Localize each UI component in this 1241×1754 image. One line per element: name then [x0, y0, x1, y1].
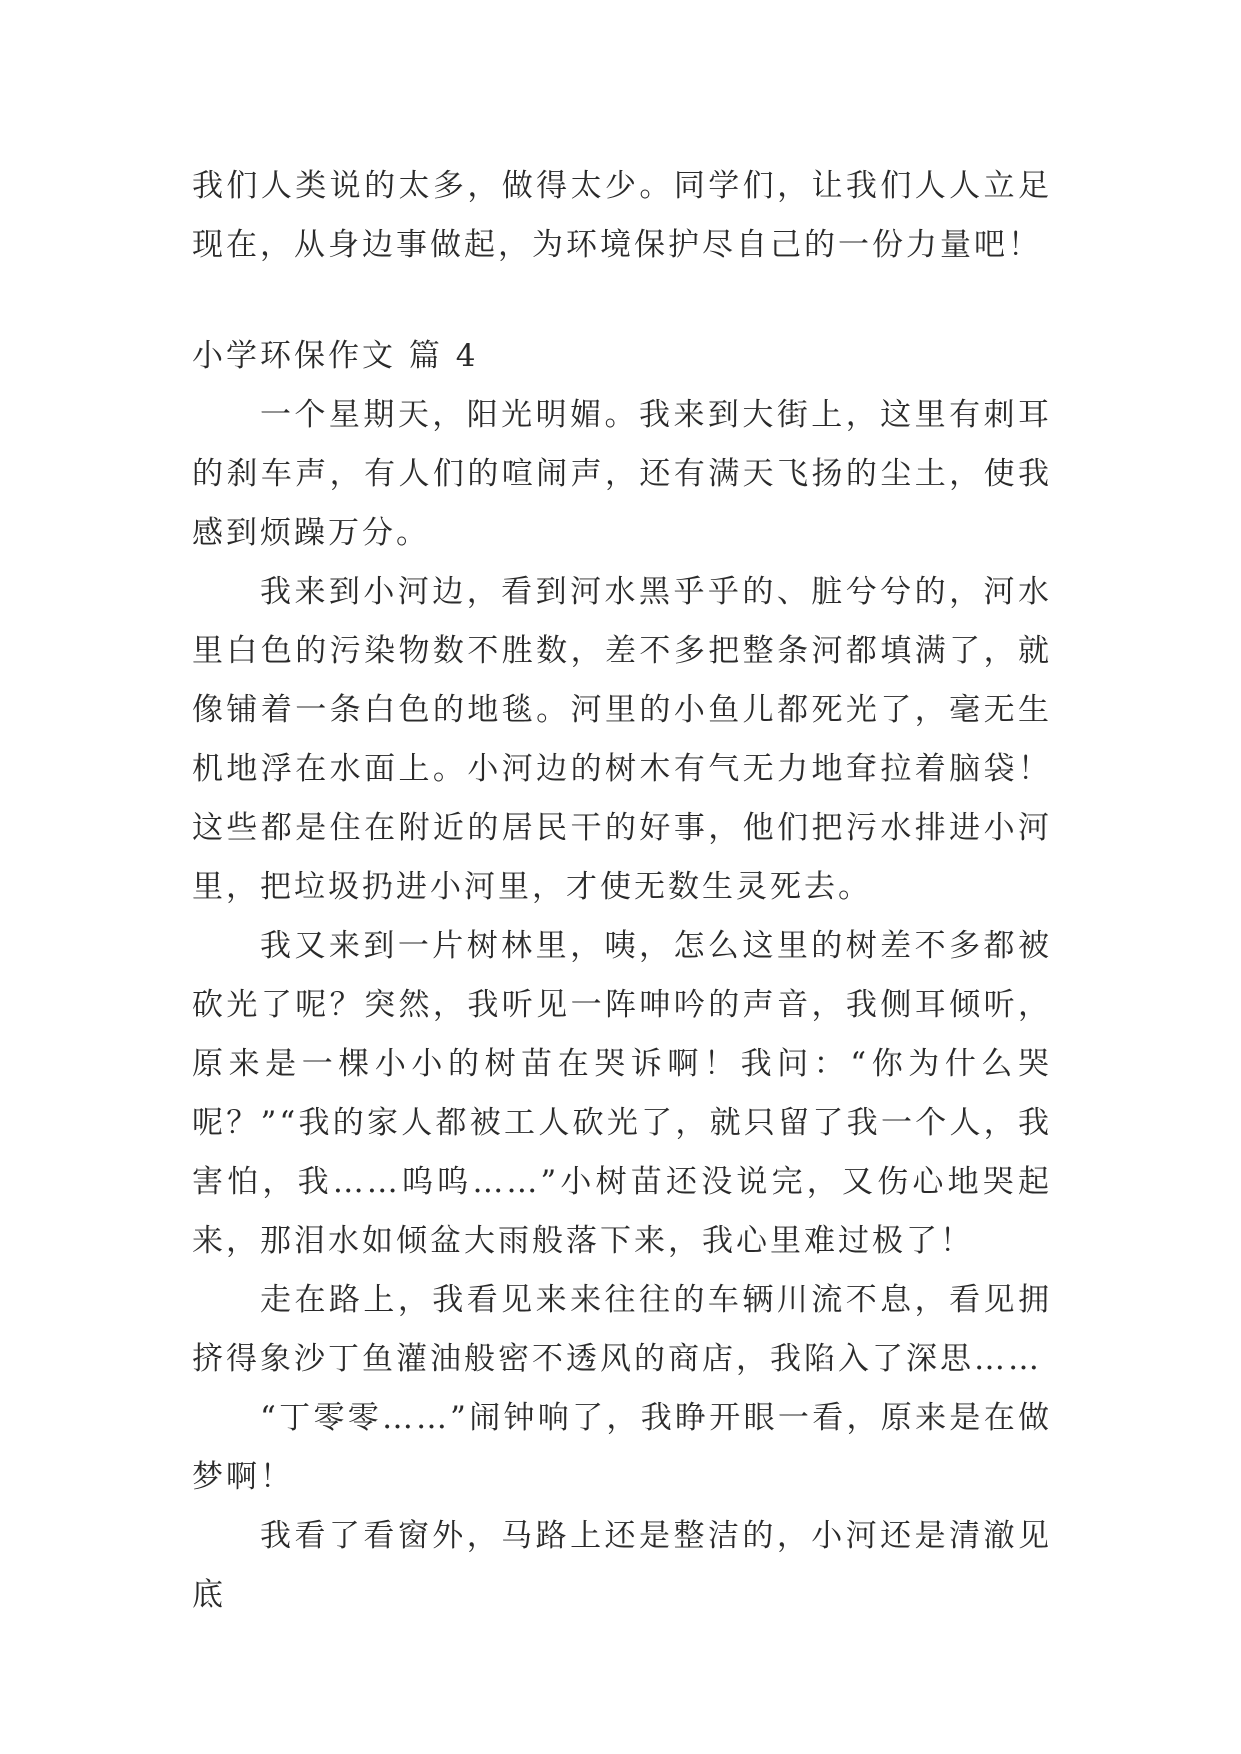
document-body: [192, 157, 1052, 1625]
intro-paragraph: 我们人类说的太多，做得太少。同学们，让我们人人立足现在，从身边事做起，为环境保护尽自己的一份力量吧！: [192, 168, 1052, 263]
paragraph: 一个星期天，阳光明媚。我来到大街上，这里有刺耳的刹车声，有人们的喧闹声，还有满天飞扬的尘土，使我感到烦躁万分。: [192, 397, 1052, 551]
paragraph: 我又来到一片树林里，咦，怎么这里的树差不多都被砍光了呢？突然，我听见一阵呻吟的声音，我侧耳倾听，原来是一棵小小的树苗在哭诉啊！我问：“你为什么哭呢？”“我的家人都被工人砍光了，就只留了我一个人，我害怕，我……呜呜……”小树苗还没说完，又伤心地哭起来，那泪水如倾盆大雨般落下来，我心里难过极了！: [192, 928, 1052, 1259]
section-spacer: [192, 275, 1052, 327]
paragraph: 走在路上，我看见来来往往的车辆川流不息，看见拥挤得象沙丁鱼灌油般密不透风的商店，我陷入了深思……: [192, 1282, 1052, 1377]
paragraph: 我来到小河边，看到河水黑乎乎的、脏兮兮的，河水里白色的污染物数不胜数，差不多把整条河都填满了，就像铺着一条白色的地毯。河里的小鱼儿都死光了，毫无生机地浮在水面上。小河边的树木有气无力地耷拉着脑袋！这些都是住在附近的居民干的好事，他们把污水排进小河里，把垃圾扔进小河里，才使无数生灵死去。: [192, 574, 1052, 905]
paragraph: 我看了看窗外，马路上还是整洁的，小河还是清澈见底: [192, 1518, 1052, 1613]
paragraph: “丁零零……”闹钟响了，我睁开眼一看，原来是在做梦啊！: [192, 1400, 1052, 1495]
section-heading: 小学环保作文 篇 4: [192, 338, 479, 374]
